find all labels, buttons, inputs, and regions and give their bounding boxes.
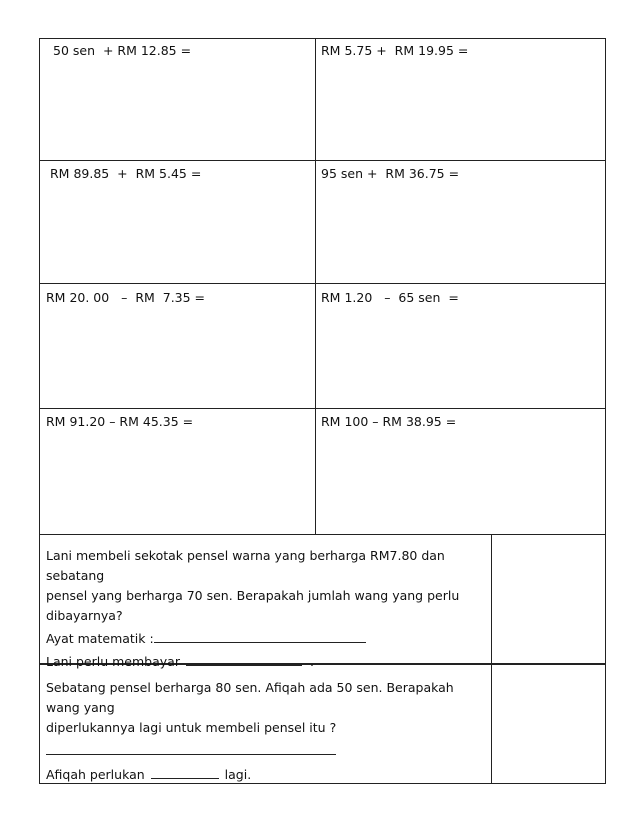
problem-1-right: RM 5.75 + RM 19.95 = xyxy=(321,43,469,58)
answer-prefix-2: Afiqah perlukan xyxy=(46,767,145,782)
problem-1-left: 50 sen + RM 12.85 = xyxy=(53,43,192,58)
question-1-line-2: pensel yang berharga 70 sen. Berapakah jumlah wang yang perlu xyxy=(46,588,460,603)
row-divider xyxy=(40,534,605,535)
question-2-line-1: Sebatang pensel berharga 80 sen. Afiqah ada 50 sen. Berapakah wang yang xyxy=(46,680,454,715)
problem-3-left: RM 20. 00 – RM 7.35 = xyxy=(46,290,206,305)
answer-blank-1[interactable] xyxy=(186,653,302,666)
answer-prefix-1: Lani perlu membayar xyxy=(46,654,180,669)
working-blank[interactable] xyxy=(46,742,336,755)
question-1-line-1: Lani membeli sekotak pensel warna yang berharga RM7.80 dan sebatang xyxy=(46,548,445,583)
answer-row-1 xyxy=(46,652,486,672)
column-divider xyxy=(315,39,316,534)
answer-row-2 xyxy=(46,765,486,785)
question-1-line-3: dibayarnya? xyxy=(46,608,123,623)
question-2 xyxy=(46,678,486,785)
ayat-matematik-label: Ayat matematik : xyxy=(46,631,154,646)
problem-2-right: 95 sen + RM 36.75 = xyxy=(321,166,460,181)
problem-3-right: RM 1.20 – 65 sen = xyxy=(321,290,459,305)
ayat-matematik-blank[interactable] xyxy=(154,630,366,643)
working-line-row xyxy=(46,741,486,761)
worksheet-table xyxy=(39,38,606,784)
row-divider xyxy=(40,160,605,161)
problem-4-left: RM 91.20 – RM 45.35 = xyxy=(46,414,194,429)
row-divider xyxy=(40,408,605,409)
ayat-matematik-row xyxy=(46,629,486,649)
answer-suffix-1: . xyxy=(309,654,314,669)
answer-column-divider xyxy=(491,534,492,784)
problem-2-left: RM 89.85 + RM 5.45 = xyxy=(50,166,202,181)
question-1 xyxy=(46,546,486,672)
row-divider xyxy=(40,283,605,284)
answer-blank-2[interactable] xyxy=(151,766,219,779)
question-2-line-2: diperlukannya lagi untuk membeli pensel itu ? xyxy=(46,720,337,735)
problem-4-right: RM 100 – RM 38.95 = xyxy=(321,414,457,429)
answer-suffix-2: lagi. xyxy=(224,767,252,782)
